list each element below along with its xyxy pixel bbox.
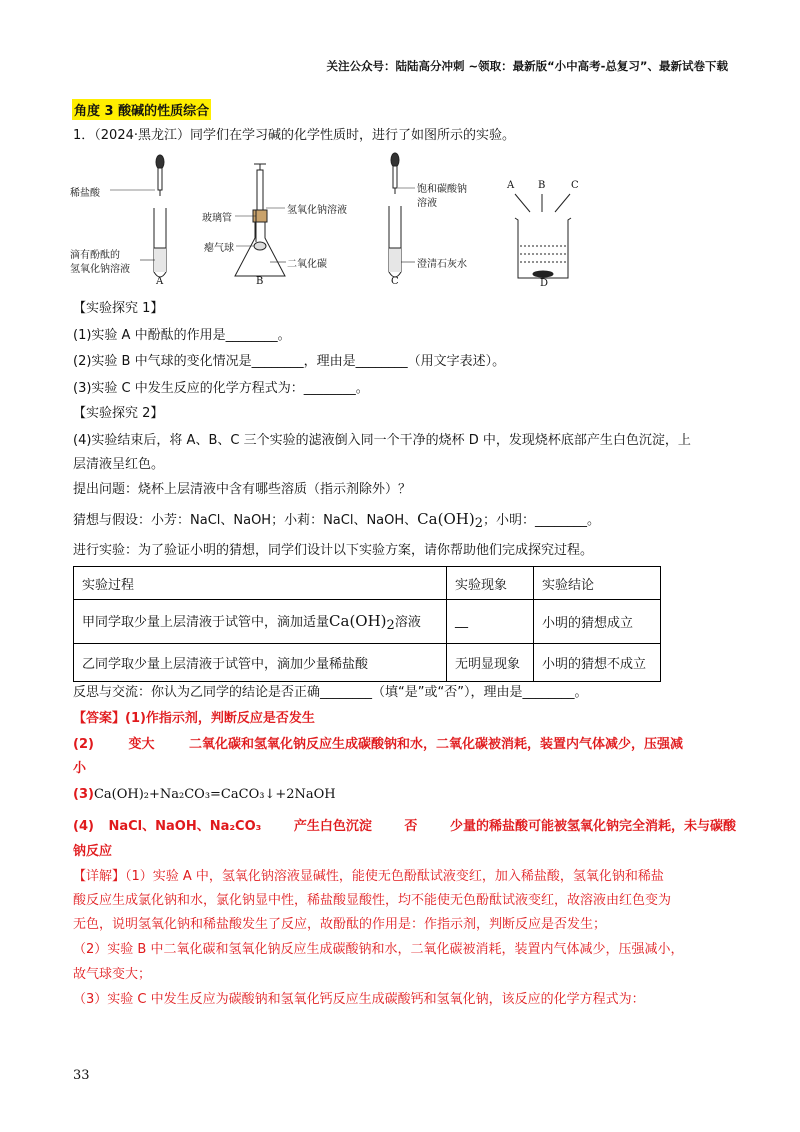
answer-2-text: 变大 xyxy=(128,737,155,752)
answer-2-num: (2) xyxy=(73,737,94,752)
label-glass-tube: 玻璃管 xyxy=(202,213,232,224)
answer-4-phenomenon: 产生白色沉淀 xyxy=(293,819,372,834)
table-header-row xyxy=(74,567,661,600)
guess-ca: Ca xyxy=(417,510,438,528)
test-tube-c xyxy=(389,206,401,277)
label-co2: 二氧化碳 xyxy=(287,259,327,270)
table-cell: 小明的猜想不成立 xyxy=(534,644,661,682)
label-a: A xyxy=(156,276,164,287)
section-title: 角度 3 酸碱的性质综合 xyxy=(72,99,211,120)
apparatus-diagram xyxy=(70,150,630,290)
label-limewater: 澄清石灰水 xyxy=(417,259,467,270)
guess-oh: (OH) xyxy=(437,510,475,528)
row1-sub: 2 xyxy=(386,617,395,633)
table-row xyxy=(74,600,661,644)
answer-2 xyxy=(73,736,683,754)
dropper-c xyxy=(391,153,399,194)
label-d-arrow-c: C xyxy=(571,180,579,191)
answer-4-no: 否 xyxy=(404,819,418,834)
reflect: 反思与交流：你认为乙同学的结论是否正确________（填“是”或“否”），理由是________。 xyxy=(73,685,588,700)
row1-oh: (OH) xyxy=(349,611,387,630)
label-dilute-hcl: 稀盐酸 xyxy=(70,188,100,199)
answer-4-solutes: NaCl、NaOH、Na₂CO₃ xyxy=(108,819,262,834)
label-na2co3: 饱和碳酸钠 xyxy=(417,184,467,195)
label-b-naoh: 氢氧化钠溶液 xyxy=(287,205,347,216)
table-header: 实验过程 xyxy=(74,567,447,600)
question-4-line2: 层清液呈红色。 xyxy=(73,457,165,472)
flask-b xyxy=(235,164,285,276)
detail-line-3: 无色，说明氢氧化钠和稀盐酸发生了反应，故酚酞的作用是：作指示剂，判断反应是否发生； xyxy=(73,917,607,932)
test-tube-a xyxy=(154,208,166,277)
table-header: 实验现象 xyxy=(447,567,534,600)
row1-process-prefix: 甲同学取少量上层清液于试管中，滴加适量 xyxy=(82,614,330,630)
question-intro: 1．（2024·黑龙江）同学们在学习碱的化学性质时，进行了如图所示的实验。 xyxy=(73,128,515,143)
explore-2-heading: 【实验探究 2】 xyxy=(73,406,164,421)
label-d: D xyxy=(540,278,549,289)
page-number: 33 xyxy=(73,1068,90,1083)
label-d-arrow-a: A xyxy=(507,180,515,191)
table-header: 实验结论 xyxy=(534,567,661,600)
guess-sub: 2 xyxy=(474,516,483,531)
question-2: (2)实验 B 中气球的变化情况是________，理由是________（用文字表述）。 xyxy=(73,354,506,369)
label-naoh-solution: 氢氧化钠溶液 xyxy=(70,264,130,275)
question-guess xyxy=(73,510,600,533)
guess-prefix: 猜想与假设：小芳：NaCl、NaOH；小莉：NaCl、NaOH、 xyxy=(73,513,418,528)
question-ask: 提出问题：烧杯上层清液中含有哪些溶质（指示剂除外）？ xyxy=(73,482,412,497)
beaker-d xyxy=(515,194,571,278)
answer-2-reason: 二氧化碳和氢氧化钠反应生成碳酸钠和水，二氧化碳被消耗，装置内气体减少，压强减 xyxy=(189,737,684,752)
table-cell: 小明的猜想成立 xyxy=(534,600,661,644)
label-phenolphthalein: 滴有酚酞的 xyxy=(70,250,120,261)
answer-1: 【答案】(1)作指示剂，判断反应是否发生 xyxy=(73,711,315,726)
experiment-figure xyxy=(70,150,630,290)
detail-line-2: 酸反应生成氯化钠和水，氯化钠显中性，稀盐酸显酸性，均不能使无色酚酞试液变红，故溶液由红色变为 xyxy=(73,893,672,908)
answer-3-num: (3) xyxy=(73,787,94,802)
answer-3-equation: Ca(OH)₂+Na₂CO₃=CaCO₃↓+2NaOH xyxy=(93,787,336,802)
question-1: (1)实验 A 中酚酞的作用是________。 xyxy=(73,328,291,343)
table-cell: __ xyxy=(447,600,534,644)
detail-line-6: （3）实验 C 中发生反应为碳酸钠和氢氧化钙反应生成碳酸钙和氢氧化钠，该反应的化学方程式为： xyxy=(73,992,645,1007)
answer-2-cont: 小 xyxy=(73,761,87,776)
experiment-intro: 进行实验：为了验证小明的猜想，同学们设计以下实验方案，请你帮助他们完成探究过程。 xyxy=(73,543,594,558)
experiment-table xyxy=(73,566,661,682)
label-b: B xyxy=(256,276,264,287)
dropper-a xyxy=(156,155,164,196)
table-row xyxy=(74,644,661,682)
table-cell xyxy=(74,600,447,644)
page-header: 关注公众号：陆陆高分冲刺 ~领取：最新版“小中高考-总复习”、最新试卷下载 xyxy=(326,59,728,73)
guess-suffix: ；小明：________。 xyxy=(482,513,600,528)
detail-line-1: 【详解】（1）实验 A 中，氢氧化钠溶液显碱性，能使无色酚酞试液变红，加入稀盐酸，氢氧化钠和稀盐 xyxy=(73,869,664,884)
answer-3 xyxy=(73,786,336,804)
table-cell: 无明显现象 xyxy=(447,644,534,682)
detail-line-5: 故气球变大； xyxy=(73,967,152,982)
label-c: C xyxy=(391,276,399,287)
answer-4-cont: 钠反应 xyxy=(73,844,113,859)
label-d-arrow-b: B xyxy=(538,180,546,191)
row1-ca: Ca xyxy=(329,611,350,630)
question-3: (3)实验 C 中发生反应的化学方程式为：________。 xyxy=(73,381,369,396)
row1-process-suffix: 溶液 xyxy=(394,614,421,630)
answer-4-reason: 少量的稀盐酸可能被氢氧化钠完全消耗，未与碳酸 xyxy=(449,819,736,834)
answer-4-num: (4) xyxy=(73,819,94,834)
detail-line-4: （2）实验 B 中二氧化碳和氢氧化钠反应生成碳酸钠和水，二氧化碳被消耗，装置内气体减少，压强减小， xyxy=(73,942,684,957)
label-balloon: 瘪气球 xyxy=(204,243,234,254)
explore-1-heading: 【实验探究 1】 xyxy=(73,301,164,316)
answer-4 xyxy=(73,818,736,836)
label-solution: 溶液 xyxy=(417,198,437,209)
question-4-line1: (4)实验结束后，将 A、B、C 三个实验的滤液倒入同一个干净的烧杯 D 中，发现烧杯底部产生白色沉淀，上 xyxy=(73,433,691,448)
table-cell: 乙同学取少量上层清液于试管中，滴加少量稀盐酸 xyxy=(74,644,447,682)
